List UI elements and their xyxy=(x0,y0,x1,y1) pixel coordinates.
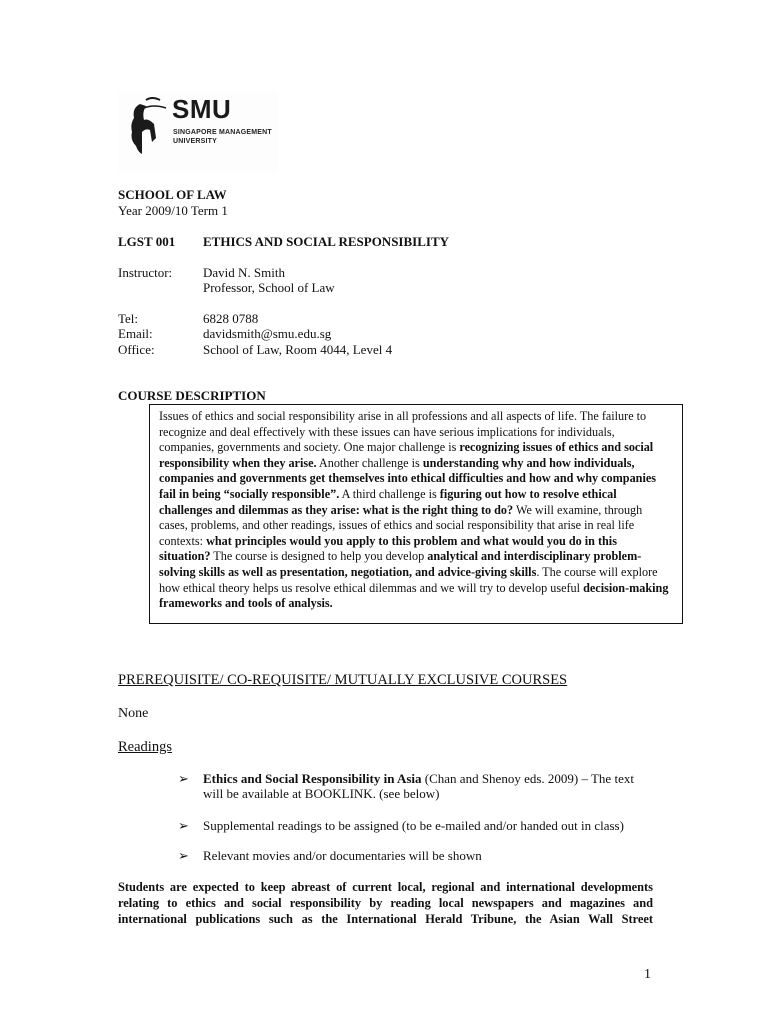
logo-wordmark: SMU xyxy=(172,94,232,124)
document-page: SMU SINGAPORE MANAGEMENT UNIVERSITY SCHOOL OF LAW Year 2009/10 Term 1 LGST 001 ETHICS AND SOCIAL RESPONSIBILITY Instructor: David N. Smith Professor, School of Law Tel: 6828 0788 Email: davidsmith@smu.edu.sg Office: School of Law, Room 4044, Level 4 COURSE DESCRIPTION Issues of ethics and social responsibility arise in all professions and all aspects of life. The failure to recognize and deal effectively with these issues can have serious implications for individuals, companies, governments and society. One major challenge is recognizing issues of ethics and social responsibility when they arise. Another challenge is understanding why and how individuals, companies and governments get themselves into ethical difficulties and how and why companies fail in being “socially responsible”. A third challenge is figuring out how to resolve ethical challenges and dilemmas as they arise: what is the right thing to do? We will examine, through cases, problems, and other readings, issues of ethics and social responsibility that arise in real life contexts: what principles would you apply to this problem and what would you do in this situation? The course is designed to help you develop analytical and interdisciplinary problem-solving skills as well as presentation, negotiation, and advice-giving skills. The course will explore how ethical theory helps us resolve ethical dilemmas and we will try to develop useful decision-making frameworks and tools of analysis. PREREQUISITE/ CO-REQUISITE/ MUTUALLY EXCLUSIVE COURSES None Readings ➢ Ethics and Social Responsibility in Asia (Chan and Shenoy eds. 2009) – The text will be available at BOOKLINK. (see below) ➢ Supplemental readings to be assigned (to be e-mailed and/or handed out in class) ➢ Relevant movies and/or documentaries will be shown Students are expected to keep abreast of current local, regional and international developments relating to ethics and social responsibility by reading local newspapers and magazines and international publications such as the International Herald Tribune, the Asian Wall Street 1 xyxy=(0,0,770,1024)
arrow-bullet-icon: ➢ xyxy=(178,818,189,833)
instructor-label: Instructor: xyxy=(118,265,173,280)
course-description-heading: COURSE DESCRIPTION xyxy=(118,388,266,403)
email-value: davidsmith@smu.edu.sg xyxy=(203,326,332,341)
students-expectation-paragraph: Students are expected to keep abreast of current local, regional and international developments relating to ethics and social responsibility by reading local newspapers and magazines and international publications such as the International Herald Tribune, the Asian Wall Street xyxy=(118,880,653,926)
office-value: School of Law, Room 4044, Level 4 xyxy=(203,342,393,357)
arrow-bullet-icon: ➢ xyxy=(178,848,189,863)
prerequisite-value: None xyxy=(118,706,149,721)
readings-heading: Readings xyxy=(118,739,172,755)
smu-logo xyxy=(118,92,278,172)
arrow-bullet-icon: ➢ xyxy=(178,771,189,786)
office-label: Office: xyxy=(118,342,155,357)
page-number: 1 xyxy=(644,967,651,982)
course-description-text: Issues of ethics and social responsibility arise in all professions and all aspects of life. The failure to recognize and deal effectively with these issues can have serious implications for individuals, companies, governments and society. One major challenge is recognizing issues of ethics and social responsibility when they arise. Another challenge is understanding why and how individuals, companies and governments get themselves into ethical difficulties and how and why companies fail in being “socially responsible”. A third challenge is figuring out how to resolve ethical challenges and dilemmas as they arise: what is the right thing to do? We will examine, through cases, problems, and other readings, issues of ethics and social responsibility that arise in real life contexts: what principles would you apply to this problem and what would you do in this situation? The course is designed to help you develop analytical and interdisciplinary problem-solving skills as well as presentation, negotiation, and advice-giving skills. The course will explore how ethical theory helps us resolve ethical dilemmas and we will try to develop useful decision-making frameworks and tools of analysis. xyxy=(159,409,669,611)
tel-label: Tel: xyxy=(118,311,139,326)
school-heading: SCHOOL OF LAW xyxy=(118,187,227,202)
prerequisite-heading: PREREQUISITE/ CO-REQUISITE/ MUTUALLY EXCLUSIVE COURSES xyxy=(118,672,568,688)
term-line: Year 2009/10 Term 1 xyxy=(118,203,228,218)
course-title: ETHICS AND SOCIAL RESPONSIBILITY xyxy=(203,234,449,249)
email-label: Email: xyxy=(118,326,153,341)
instructor-name: David N. Smith xyxy=(203,265,285,280)
course-description-box xyxy=(149,404,683,624)
instructor-position: Professor, School of Law xyxy=(203,280,335,295)
course-code: LGST 001 xyxy=(118,234,176,249)
tel-value: 6828 0788 xyxy=(203,311,259,326)
lion-emblem-icon xyxy=(122,94,170,170)
logo-subtitle: SINGAPORE MANAGEMENT UNIVERSITY xyxy=(173,129,272,145)
